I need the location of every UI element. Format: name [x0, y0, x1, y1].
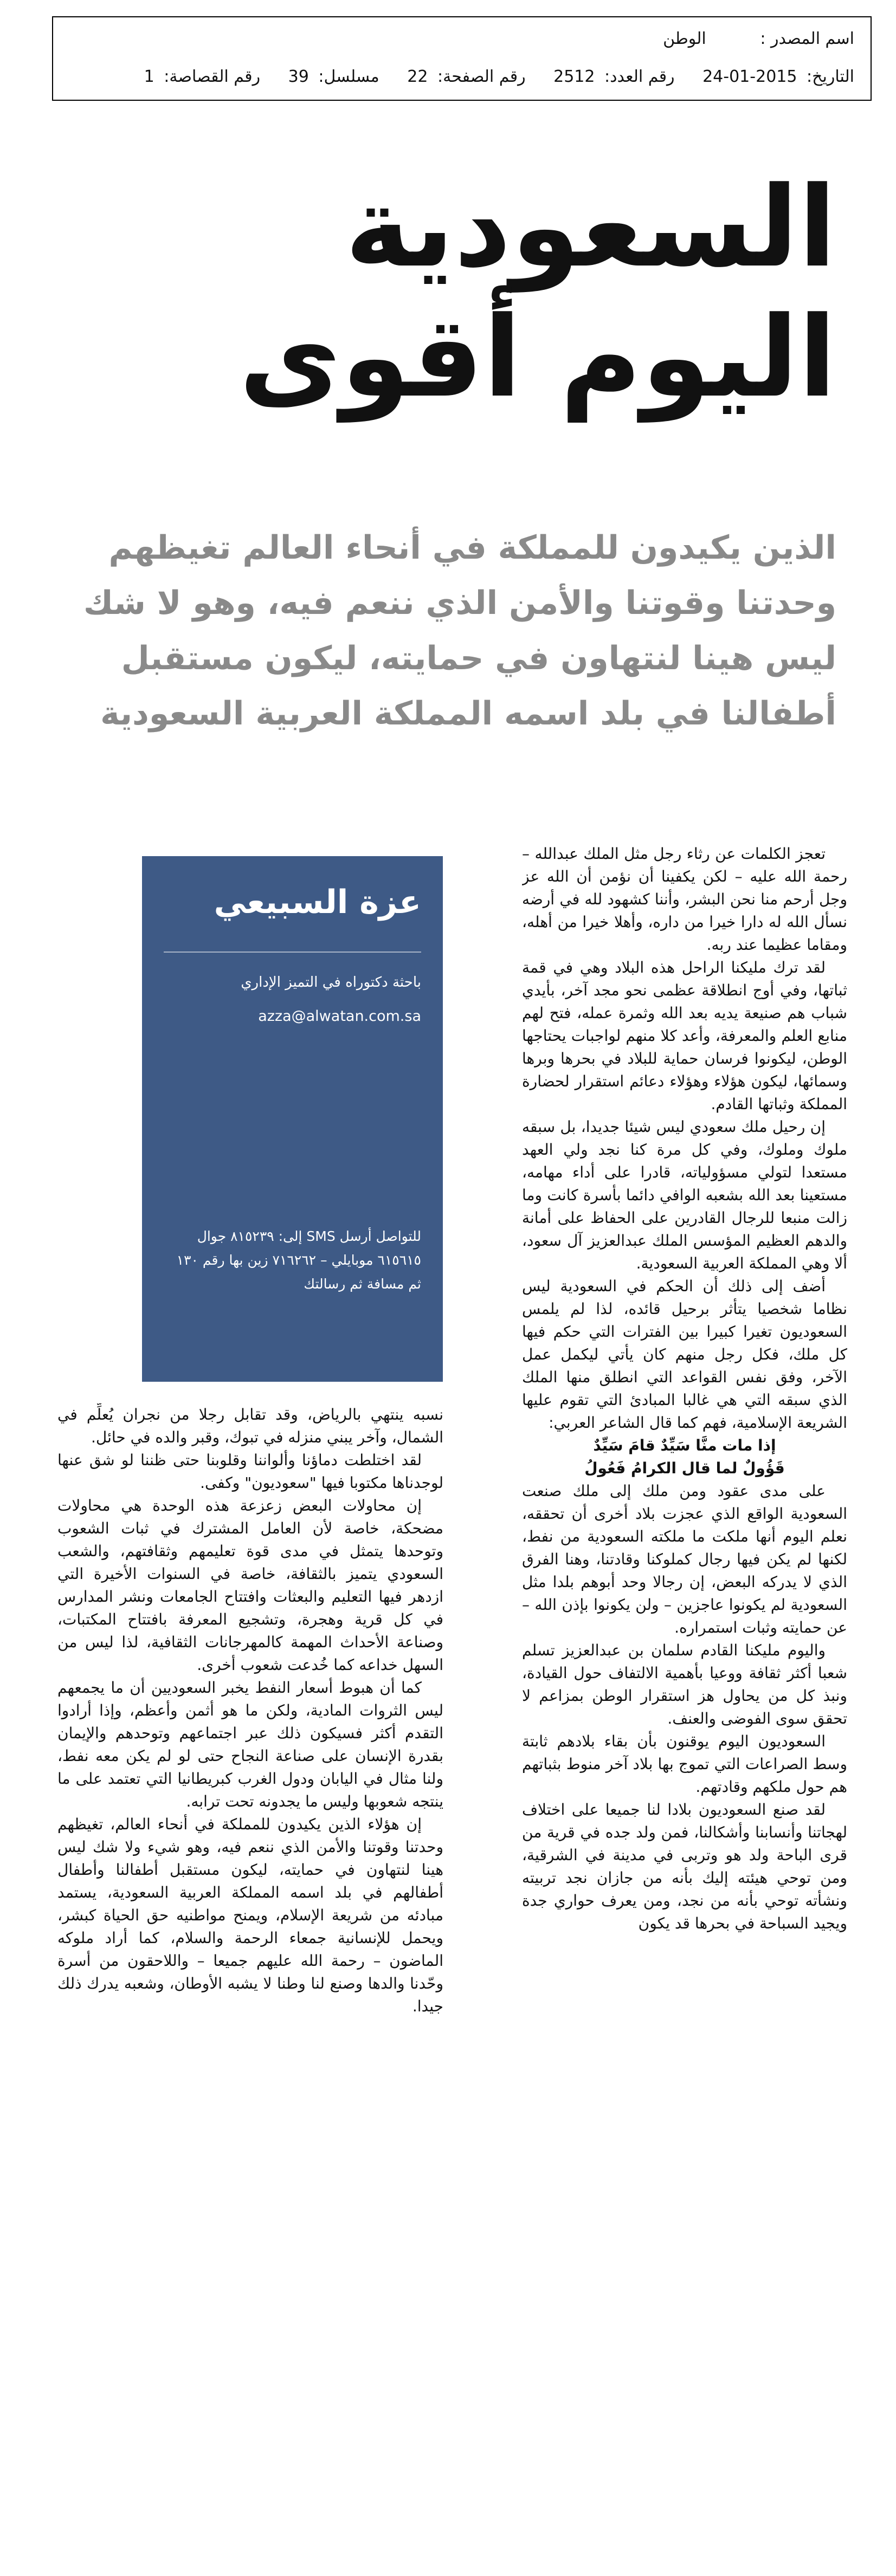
meta-row-source: [640, 29, 854, 48]
meta-date: [702, 67, 854, 86]
paragraph: إن هؤلاء الذين يكيدون للمملكة في أنحاء العالم، تغيظهم وحدتنا وقوتنا والأمن الذي ننعم فيه، وهو شيء ولا شك ليس هينا لنتهاون في حمايته، ليكون مستقبل أطفالنا وأطفال أطفالهم في بلد اسمه المملكة العربية السعودية، يستمد مبادئه من شريعة الإسلام، ويمنح مواطنيه حق الحياة كبشر، ويحمل للإنسانية جمعاء الرحمة والسلام، كما أراد ملوكه الماضون – رحمة الله عليهم جميعا – واللاحقون من أسرة وحّدنا والدها وصنع لنا وطنا لا يشبه الأوطان، وشعبه يدرك ذلك جيدا.: [57, 1815, 443, 2015]
paragraph: واليوم مليكنا القادم سلمان بن عبدالعزيز تسلم شعبا أكثر ثقافة ووعيا بأهمية الالتفاف حول القيادة، ونبذ كل من يحاول هز استقرار الوطن بمزاعم لا تحقق سوى الفوضى والعنف.: [522, 1641, 847, 1727]
source-value: الوطن: [663, 29, 706, 48]
date-label: التاريخ:: [807, 67, 854, 86]
paragraph: تعجز الكلمات عن رثاء رجل مثل الملك عبدالله – رحمة الله عليه – لكن يكفينا أن نؤمن أن الله عز وجل أرحم منا نحن البشر، وأننا كشهود لله في أرضه نسأل الله له دارا خيرا من داره، وأهلا خيرا من أهله، ومقاما عظيما عند ربه.: [522, 845, 847, 954]
paragraph: إن رحيل ملك سعودي ليس شيئا جديدا، بل سبقه ملوك وملوك، وفي كل مرة كنا نجد ولي العهد مستعدا لتولي مسؤولياته، قادرا على أداء مهامه، مستعينا بعد الله بشعبه الوافي دائما بأسرة كانت وما زالت منبعا للرجال القادرين على الحفاظ على أمانة والدهم العظيم المؤسس الملك عبدالعزيز آل سعود، ألا وهي المملكة العربية السعودية.: [522, 1118, 847, 1272]
source-label: اسم المصدر :: [760, 29, 854, 48]
headline-line-2: اليوم أقوى: [239, 293, 836, 422]
paragraph: على مدى عقود ومن ملك إلى ملك صنعت السعودية الواقع الذي عجزت بلاد أخرى أن تحققه، نعلم اليوم أنها ملكت ما ملكته السعودية من نفط، لكنها لم يكن فيها رجال كملوكنا وقادتنا، وهنا الفرق الذي لا يدركه البعض، إن رجالا وحد أبوهم بلدا مثل السعودية لم يكونوا عاجزين – ولن يكونوا بإذن الله – عن حمايته وثبات استمراره.: [522, 1482, 847, 1636]
meta-row-details: [121, 67, 854, 86]
paragraph: نسبه ينتهي بالرياض، وقد تقابل رجلا من نجران يُعلِّم في الشمال، وآخر يبني منزله في تبوك، وقبر والده في حائل.: [57, 1406, 443, 1446]
clip-label: رقم القصاصة:: [164, 67, 261, 86]
serial-value: 39: [288, 67, 309, 86]
author-divider: [164, 952, 421, 953]
meta-issue: [553, 67, 674, 86]
source-info-box: [52, 16, 872, 101]
author-box: [142, 856, 443, 1382]
author-title: باحثة دكتوراه في التميز الإداري: [241, 974, 421, 991]
paragraph: لقد ترك مليكنا الراحل هذه البلاد وهي في قمة ثباتها، وفي أوج انطلاقة عظمى نحو مجد آخر، بأيدي شباب هم صنيعة يديه بعد الله وثمرة عمله، فتح لهم منابع العلم والمعرفة، وأعد كلا منهم لواجبات يحتاجها الوطن، ليكونوا فرسان حماية للبلاد في بحرها وبرها وسمائها، ليكون هؤلاء وهؤلاء دعائم استقرار لحضارة المملكة وثباتها القادم.: [522, 959, 847, 1113]
paragraph: لقد اختلطت دماؤنا وألواننا وقلوبنا حتى ظننا لو شق عنها لوجدناها مكتوبا فيها "سعوديون" وكفى.: [57, 1451, 443, 1492]
article-headline: [132, 163, 836, 423]
article-deck: الذين يكيدون للمملكة في أنحاء العالم تغيظهم وحدتنا وقوتنا والأمن الذي ننعم فيه، وهو لا شك ليس هينا لنتهاون في حمايته، ليكون مستقبل أطفالنا في بلد اسمه المملكة العربية السعودية: [83, 529, 836, 733]
poem-verse: إذا مات منَّا سَيِّدٌ قامَ سَيِّدٌ: [593, 1436, 776, 1454]
article-column-right: [522, 843, 847, 2533]
serial-label: مسلسل:: [318, 67, 379, 86]
article-column-left: [57, 1403, 443, 2536]
date-value: 2015-01-24: [702, 67, 797, 86]
author-name: عزة السبيعي: [214, 883, 421, 921]
headline-line-1: السعودية: [345, 163, 836, 292]
page-value: 22: [407, 67, 428, 86]
issue-value: 2512: [553, 67, 595, 86]
meta-clip: [144, 67, 260, 86]
poem-verse: قَؤُولٌ لما قال الكرامُ فَعُولُ: [584, 1459, 785, 1477]
issue-label: رقم العدد:: [604, 67, 675, 86]
meta-page: [407, 67, 525, 86]
clip-value: 1: [144, 67, 154, 86]
page-label: رقم الصفحة:: [437, 67, 526, 86]
paragraph: كما أن هبوط أسعار النفط يخبر السعوديين أن ما يجمعهم ليس الثروات المادية، ولكن ما هو أثمن وأعظم، وإذا أرادوا التقدم أكثر فسيكون ذلك عبر اجتماعهم وتوحدهم والإيمان بقدرة الإنسان على صناعة النجاح حتى لو لم يكن معه نفط، ولنا مثال في اليابان ودول الغرب كبريطانيا التي تعتمد على ما ينتجه شعوبها وليس ما يجدونه تحت ترابه.: [57, 1679, 443, 1810]
paragraph: إن محاولات البعض زعزعة هذه الوحدة هي محاولات مضحكة، خاصة لأن العامل المشترك في ثبات الشعوب وتوحدها يتمثل في مدى قوة تعليمهم وثقافتهم، والشعب السعودي يتميز بالثقافة، خاصة في السنوات الأخيرة التي ازدهر فيها التعليم والبعثات وافتتاح الجامعات ونشر المدارس في كل قرية وهجرة، وتشجيع المعرفة بافتتاح المكتبات، وصناعة الأحداث المهمة كالمهرجانات الثقافية، لذا ليس من السهل خداعه كما خُدعت شعوب أخرى.: [57, 1497, 443, 1674]
paragraph: السعوديون اليوم يوقنون بأن بقاء بلادهم ثابتة وسط الصراعات التي تموج بها بلاد آخر منوط بثباتهم هم حول ملكهم وقادتهم.: [522, 1732, 847, 1796]
author-contact: للتواصل أرسل SMS إلى: ٨١٥٢٣٩ جوال ٦١٥٦١٥ موبايلي – ٧١٦٢٦٢ زين بها رقم ١٣٠ ثم مسافة ثم رسالتك: [176, 1228, 421, 1292]
paragraph: أضف إلى ذلك أن الحكم في السعودية ليس نظاما شخصيا يتأثر برحيل قائده، لذا لم يلمس السعوديون تغيرا كبيرا بين الفترات التي حكم فيها كل ملك، فكل رجل منهم كان يأتي ليكمل عمل الآخر، وفق نفس القواعد التي انطلق منها الملك الذي سبقه التي هي غالبا المبادئ التي تقوم عليها الشريعة الإسلامية، فهم كما قال الشاعر العربي:: [522, 1277, 847, 1432]
meta-serial: [288, 67, 379, 86]
author-email: azza@alwatan.com.sa: [258, 1008, 421, 1025]
paragraph: لقد صنع السعوديون بلادا لنا جميعا على اختلاف لهجاتنا وأنسابنا وأشكالنا، فمن ولد جده في قرية من قرى الباحة ولد هو وتربى في مدينة في الشرقية، ومن توحي هيئته إليك بأنه من جازان نجد تربيته ونشأته توحي بأنه من نجد، ومن يعرف حواري جدة ويجيد السباحة في بحرها قد يكون: [522, 1801, 847, 1932]
meta-source: [663, 29, 854, 48]
